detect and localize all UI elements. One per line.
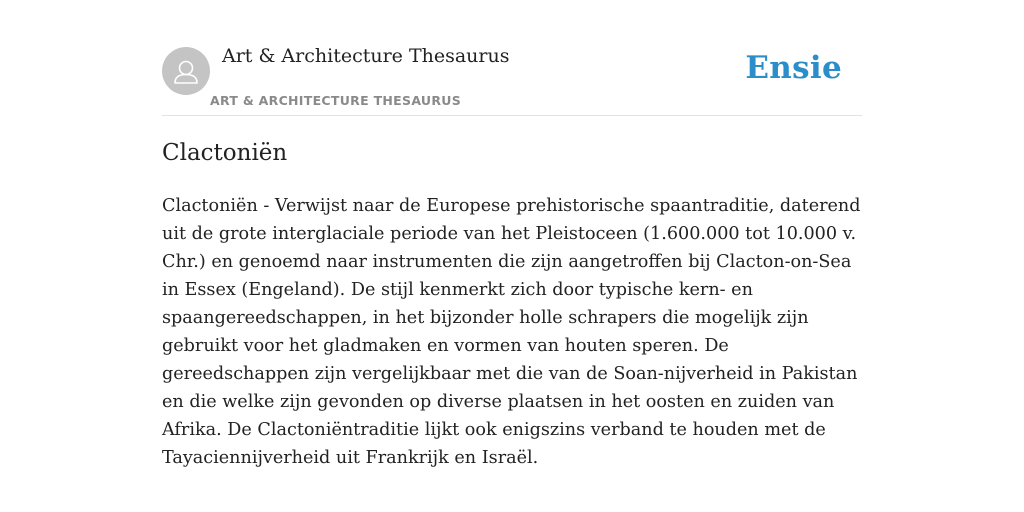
brand-logo[interactable]: Ensie bbox=[745, 50, 842, 86]
source-title[interactable]: Art & Architecture Thesaurus bbox=[222, 45, 510, 67]
entry-card bbox=[162, 0, 862, 512]
avatar[interactable] bbox=[162, 47, 210, 95]
user-silhouette-icon bbox=[162, 47, 210, 95]
entry-definition: Clactoniën - Verwijst naar de Europese prehistorische spaantraditie, daterend uit de grote interglaciale periode van het Pleistoceen (1.600.000 tot 10.000 v. Chr.) en genoemd naar instrumenten die zijn aangetroffen bij Clacton-on-Sea in Essex (Engeland). De stijl kenmerkt zich door typische kern- en spaangereedschappen, in het bijzonder holle schrapers die mogelijk zijn gebruikt voor het gladmaken en vormen van houten speren. De gereedschappen zijn vergelijkbaar met die van de Soan-nijverheid in Pakistan en die welke zijn gevonden op diverse plaatsen in het oosten en zuiden van Afrika. De Clactoniëntraditie lijkt ook enigszins verband te houden met de Tayaciennijverheid uit Frankrijk en Israël. bbox=[162, 196, 861, 468]
entry-term: Clactoniën bbox=[162, 140, 288, 166]
source-subtitle[interactable]: ART & ARCHITECTURE THESAURUS bbox=[210, 93, 462, 108]
header-divider bbox=[162, 115, 862, 116]
